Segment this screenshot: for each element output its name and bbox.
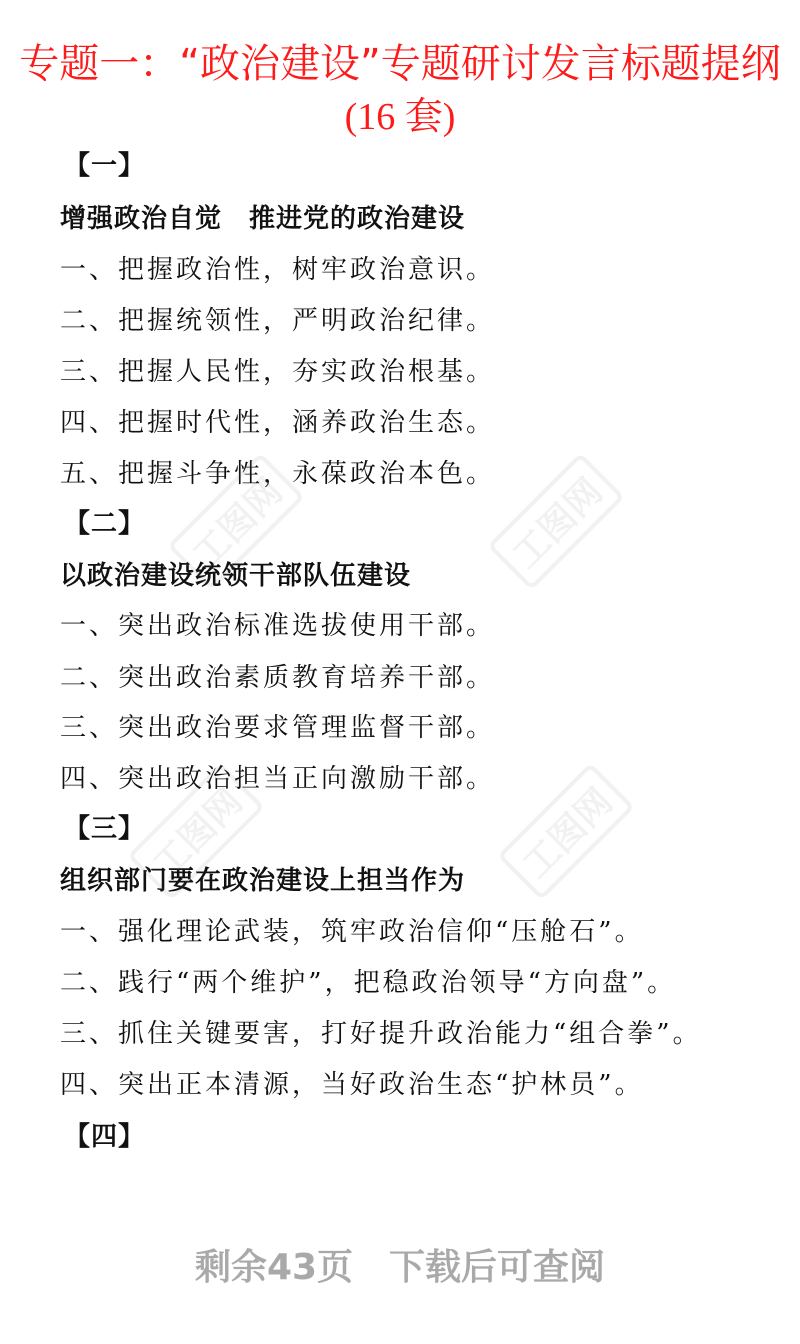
outline-item: 一、把握政治性，树牢政治意识。 (60, 255, 496, 285)
outline-item: 四、突出正本清源，当好政治生态“护林员”。 (60, 1070, 644, 1100)
outline-item: 一、突出政治标准选拔使用干部。 (60, 611, 496, 641)
outline-item: 四、突出政治担当正向激励干部。 (60, 764, 496, 794)
watermark-logo: 工图网 (127, 763, 265, 901)
watermark-logo: 工图网 (487, 453, 625, 591)
outline-item: 二、把握统领性，严明政治纪律。 (60, 306, 496, 336)
section-marker-3: 【三】 (64, 814, 146, 844)
document-subtitle: (16 套) (344, 96, 456, 138)
download-prompt[interactable]: 剩余43页 下载后可查阅 (194, 1247, 606, 1288)
section-marker-2: 【二】 (64, 509, 146, 539)
outline-item: 二、突出政治素质教育培养干部。 (60, 663, 496, 693)
outline-item: 三、突出政治要求管理监督干部。 (60, 713, 496, 743)
section-marker-1: 【一】 (64, 151, 146, 181)
outline-item: 二、践行“两个维护”，把稳政治领导“方向盘”。 (60, 968, 677, 998)
outline-item: 四、把握时代性，涵养政治生态。 (60, 408, 496, 438)
watermark-logo: 工图网 (497, 763, 635, 901)
outline-item: 一、强化理论武装，筑牢政治信仰“压舱石”。 (60, 917, 644, 947)
outline-item: 五、把握斗争性，永葆政治本色。 (60, 459, 496, 489)
section-marker-4: 【四】 (64, 1122, 146, 1152)
document-title: 专题一：“政治建设”专题研讨发言标题提纲 (19, 41, 781, 87)
outline-item: 三、把握人民性，夯实政治根基。 (60, 357, 496, 387)
section-heading-2: 以政治建设统领干部队伍建设 (60, 561, 412, 591)
section-heading-3: 组织部门要在政治建设上担当作为 (60, 866, 466, 896)
outline-item: 三、抓住关键要害，打好提升政治能力“组合拳”。 (60, 1019, 702, 1049)
section-heading-1: 增强政治自觉 推进党的政治建设 (60, 204, 466, 234)
watermark-logo: 工图网 (167, 453, 305, 591)
